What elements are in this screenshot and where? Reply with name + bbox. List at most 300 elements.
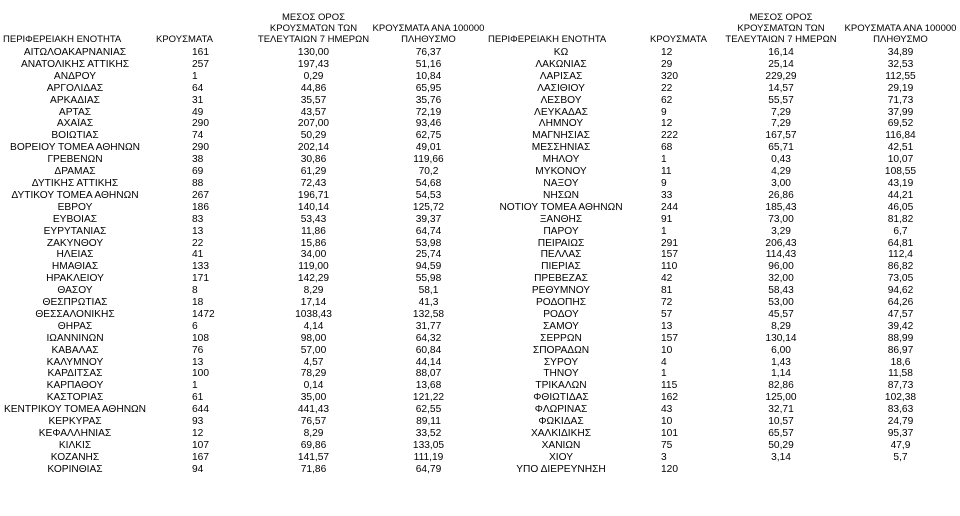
region-name-cell: ΡΟΔΟΠΗΣ <box>535 297 587 309</box>
avg7-cell: 78,29 <box>300 368 327 380</box>
avg7-cell: 35,00 <box>300 392 327 404</box>
table-row <box>0 333 486 345</box>
cases-cell: 290 <box>192 118 209 130</box>
per100k-cell: 44,14 <box>415 356 442 368</box>
per100k-cell: 62,55 <box>415 404 442 416</box>
table-row <box>486 107 960 119</box>
per100k-cell: 132,58 <box>412 308 445 320</box>
table-row <box>0 83 486 95</box>
region-name-cell: ΑΝΑΤΟΛΙΚΗΣ ΑΤΤΙΚΗΣ <box>20 58 130 70</box>
per100k-cell: 58,1 <box>418 285 439 297</box>
avg7-cell: 69,86 <box>300 439 327 451</box>
table-row <box>486 464 960 476</box>
region-name-cell: ΘΕΣΠΡΩΤΙΑΣ <box>42 297 108 309</box>
cases-cell: 644 <box>192 404 209 416</box>
table-row <box>0 404 486 416</box>
table-row <box>0 238 486 250</box>
cases-cell: 115 <box>661 380 678 392</box>
table-row <box>486 95 960 107</box>
region-name-cell: ΜΗΛΟΥ <box>542 154 580 166</box>
per100k-cell: 34,89 <box>887 47 914 58</box>
table-row <box>486 249 960 261</box>
region-name-cell: ΜΕΣΣΗΝΙΑΣ <box>531 142 591 154</box>
table-row <box>486 178 960 190</box>
table-row <box>0 380 486 392</box>
cases-cell: 57 <box>661 308 673 320</box>
avg7-cell: 197,43 <box>297 58 330 70</box>
avg7-cell: 1038,43 <box>295 308 332 320</box>
cases-cell: 93 <box>192 416 204 428</box>
table-row <box>0 440 486 452</box>
table-row <box>486 392 960 404</box>
region-name-cell: ΘΕΣΣΑΛΟΝΙΚΗΣ <box>35 308 115 320</box>
cases-cell: 290 <box>192 142 209 154</box>
region-name-cell: ΕΥΡΥΤΑΝΙΑΣ <box>43 225 107 237</box>
avg7-cell: 3,00 <box>771 177 791 189</box>
cases-cell: 244 <box>661 201 678 213</box>
region-name-cell: ΔΥΤΙΚΗΣ ΑΤΤΙΚΗΣ <box>31 177 119 189</box>
per100k-cell: 11,58 <box>888 368 913 380</box>
region-name-cell: ΚΕΝΤΡΙΚΟΥ ΤΟΜΕΑ ΑΘΗΝΩΝ <box>3 404 147 416</box>
per100k-cell: 111,19 <box>413 451 444 463</box>
avg7-cell: 50,29 <box>300 130 327 142</box>
per100k-cell: 13,68 <box>415 380 442 392</box>
table-row <box>486 345 960 357</box>
region-name-cell: ΠΡΕΒΕΖΑΣ <box>534 273 588 285</box>
per100k-cell: 86,82 <box>887 261 914 273</box>
per100k-cell: 72,19 <box>415 106 442 118</box>
avg7-cell: 6,00 <box>771 344 791 356</box>
per100k-cell: 64,74 <box>415 225 442 237</box>
cases-cell: 72 <box>661 297 673 309</box>
region-header: ΠΕΡΙΦΕΡΕΙΑΚΗ ΕΝΟΤΗΤΑ <box>3 34 122 45</box>
table-row <box>0 345 486 357</box>
region-name-cell: ΛΕΣΒΟΥ <box>540 94 582 106</box>
region-name-cell: ΧΙΟΥ <box>548 451 574 463</box>
avg7-cell: 167,57 <box>765 130 797 142</box>
avg7-cell: 17,14 <box>300 297 327 309</box>
table-row <box>0 107 486 119</box>
region-name-cell: ΚΟΖΑΝΗΣ <box>50 451 100 463</box>
per100k-cell: 119,66 <box>413 154 444 166</box>
region-name-cell: ΑΡΚΑΔΙΑΣ <box>50 94 100 106</box>
avg7-cell: 65,71 <box>768 142 794 154</box>
cases-table-left <box>0 0 486 476</box>
header-row <box>486 0 960 47</box>
avg7-cell: 16,14 <box>768 47 794 58</box>
cases-cell: 1 <box>661 225 667 237</box>
avg7-header: ΜΕΣΟΣ ΟΡΟΣ ΚΡΟΥΣΜΑΤΩΝ ΤΩΝ ΤΕΛΕΥΤΑΙΩΝ 7 ΗΜΕΡΩΝ <box>257 12 370 45</box>
region-name-cell: ΕΥΒΟΙΑΣ <box>52 213 98 225</box>
cases-cell: 9 <box>661 106 667 118</box>
per100k-cell: 86,97 <box>887 344 914 356</box>
per100k-cell: 5,7 <box>893 451 908 463</box>
region-name-cell: ΝΗΣΩΝ <box>543 189 579 201</box>
avg7-cell: 43,57 <box>300 106 327 118</box>
per100k-cell: 33,52 <box>415 428 442 439</box>
avg7-cell: 4,29 <box>771 166 791 178</box>
cases-cell: 10 <box>661 416 673 428</box>
avg7-cell: 130,14 <box>765 332 797 344</box>
header-row <box>0 0 486 47</box>
table-row <box>486 166 960 178</box>
per100k-cell: 83,63 <box>887 404 914 416</box>
per100k-cell: 125,72 <box>412 201 445 213</box>
avg7-cell: 141,57 <box>297 451 330 463</box>
cases-cell: 107 <box>192 439 209 451</box>
per100k-cell: 87,73 <box>887 380 914 392</box>
table-row <box>486 380 960 392</box>
cases-cell: 1 <box>192 70 198 82</box>
table-row <box>0 452 486 464</box>
region-name-cell: ΥΠΟ ΔΙΕΡΕΥΝΗΣΗ <box>516 463 606 475</box>
table-row <box>0 464 486 476</box>
cases-cell: 9 <box>661 177 667 189</box>
table-row <box>486 214 960 226</box>
per100k-cell: 53,98 <box>415 237 442 249</box>
table-row <box>486 321 960 333</box>
cases-cell: 1 <box>661 368 667 380</box>
cases-cell: 62 <box>661 94 673 106</box>
per100k-cell: 93,46 <box>415 118 442 130</box>
region-name-cell: ΗΜΑΘΙΑΣ <box>51 261 99 273</box>
region-name-cell: ΚΕΡΚΥΡΑΣ <box>48 416 102 428</box>
per100k-cell: 88,99 <box>887 332 914 344</box>
cases-cell: 18 <box>192 297 204 309</box>
region-name-cell: ΑΝΔΡΟΥ <box>53 70 97 82</box>
cases-cell: 162 <box>661 392 678 404</box>
cases-cell: 64 <box>192 82 204 94</box>
region-name-cell: ΛΕΥΚΑΔΑΣ <box>534 106 588 118</box>
table-row <box>0 249 486 261</box>
cases-cell: 12 <box>661 118 673 130</box>
per100k-cell: 47,9 <box>890 439 911 451</box>
cases-cell: 76 <box>192 344 204 356</box>
region-name-cell: ΠΕΙΡΑΙΩΣ <box>537 237 585 249</box>
table-row <box>0 130 486 142</box>
cases-cell: 33 <box>661 189 673 201</box>
table-row <box>0 357 486 369</box>
per100k-cell: 64,26 <box>887 297 914 309</box>
table-row <box>486 416 960 428</box>
cases-header: ΚΡΟΥΣΜΑΤΑ <box>156 34 213 45</box>
region-name-cell: ΚΑΡΠΑΘΟΥ <box>46 380 104 392</box>
per100k-cell: 6,7 <box>893 225 908 237</box>
region-name-cell: ΗΡΑΚΛΕΙΟΥ <box>46 273 104 285</box>
per100k-cell: 55,98 <box>415 273 442 285</box>
cases-cell: 22 <box>661 82 673 94</box>
per100k-cell: 76,37 <box>415 47 442 58</box>
region-name-cell: ΜΥΚΟΝΟΥ <box>535 166 587 178</box>
per100k-cell: 64,81 <box>887 237 914 249</box>
table-row <box>486 118 960 130</box>
table-row <box>0 285 486 297</box>
table-row <box>0 309 486 321</box>
table-row <box>486 428 960 440</box>
avg7-cell: 229,29 <box>765 70 797 82</box>
per100k-cell: 64,79 <box>415 463 442 475</box>
table-row <box>0 154 486 166</box>
per100k-header: ΚΡΟΥΣΜΑΤΑ ΑΝΑ 100000 ΠΛΗΘΥΣΜΟ <box>844 23 957 45</box>
table-row <box>486 47 960 59</box>
region-name-cell: ΔΥΤΙΚΟΥ ΤΟΜΕΑ ΑΘΗΝΩΝ <box>11 189 139 201</box>
table-row <box>486 190 960 202</box>
table-row <box>0 261 486 273</box>
cases-cell: 49 <box>192 106 204 118</box>
cases-header: ΚΡΟΥΣΜΑΤΑ <box>650 34 707 45</box>
avg7-cell: 14,57 <box>768 82 794 94</box>
cases-cell: 1 <box>661 154 667 166</box>
region-name-cell: ΝΟΤΙΟΥ ΤΟΜΕΑ ΑΘΗΝΩΝ <box>499 201 623 213</box>
table-row <box>0 273 486 285</box>
cases-cell: 157 <box>661 332 678 344</box>
cases-cell: 38 <box>192 154 204 166</box>
table-row <box>486 404 960 416</box>
region-name-cell: ΛΗΜΝΟΥ <box>538 118 584 130</box>
region-name-cell: ΑΡΤΑΣ <box>58 106 92 118</box>
per100k-cell: 102,38 <box>884 392 917 404</box>
cases-cell: 4 <box>661 356 667 368</box>
per100k-cell: 10,84 <box>415 70 442 82</box>
avg7-cell: 7,29 <box>771 118 791 130</box>
table-body-right <box>486 47 960 476</box>
avg7-cell: 8,29 <box>303 285 324 297</box>
cases-cell: 167 <box>192 451 209 463</box>
table-row <box>486 285 960 297</box>
per100k-cell <box>841 464 960 476</box>
table-row <box>486 273 960 285</box>
avg7-cell: 65,57 <box>768 428 794 439</box>
per100k-cell: 121,22 <box>412 392 445 404</box>
region-name-cell: ΡΟΔΟΥ <box>543 308 579 320</box>
region-name-cell: ΣΠΟΡΑΔΩΝ <box>532 344 590 356</box>
avg7-header: ΜΕΣΟΣ ΟΡΟΣ ΚΡΟΥΣΜΑΤΩΝ ΤΩΝ ΤΕΛΕΥΤΑΙΩΝ 7 ΗΜΕΡΩΝ <box>725 12 837 45</box>
cases-cell: 291 <box>661 237 678 249</box>
region-name-cell: ΚΑΣΤΟΡΙΑΣ <box>46 392 104 404</box>
avg7-cell: 140,14 <box>297 201 330 213</box>
region-header: ΠΕΡΙΦΕΡΕΙΑΚΗ ΕΝΟΤΗΤΑ <box>488 34 607 45</box>
region-name-cell: ΚΕΦΑΛΛΗΝΙΑΣ <box>38 428 112 439</box>
avg7-cell: 196,71 <box>297 189 330 201</box>
avg7-cell: 53,43 <box>300 213 327 225</box>
per100k-cell: 49,01 <box>415 142 442 154</box>
region-name-cell: ΦΩΚΙΔΑΣ <box>538 416 584 428</box>
per100k-cell: 18,6 <box>890 356 911 368</box>
table-row <box>486 226 960 238</box>
cases-cell: 3 <box>661 451 667 463</box>
per100k-cell: 54,53 <box>415 189 442 201</box>
avg7-cell: 3,29 <box>771 225 791 237</box>
avg7-cell: 1,14 <box>771 368 791 380</box>
avg7-cell: 185,43 <box>765 201 797 213</box>
region-name-cell: ΒΟΡΕΙΟΥ ΤΟΜΕΑ ΑΘΗΝΩΝ <box>10 142 140 154</box>
per100k-cell: 65,95 <box>415 82 442 94</box>
region-name-cell: ΜΑΓΝΗΣΙΑΣ <box>532 130 590 142</box>
avg7-cell: 55,57 <box>768 94 794 106</box>
region-name-cell: ΑΧΑΪΑΣ <box>56 118 94 130</box>
cases-cell: 74 <box>192 130 204 142</box>
cases-cell: 267 <box>192 189 209 201</box>
avg7-cell: 0,29 <box>303 70 324 82</box>
table-row <box>0 226 486 238</box>
per100k-cell: 41,3 <box>418 297 439 309</box>
per100k-cell: 44,21 <box>887 189 914 201</box>
table-row <box>0 178 486 190</box>
per100k-cell: 43,19 <box>887 177 914 189</box>
region-name-cell: ΧΑΛΚΙΔΙΚΗΣ <box>530 428 592 439</box>
table-row <box>486 297 960 309</box>
region-name-cell: ΠΕΛΛΑΣ <box>540 249 582 261</box>
cases-cell: 101 <box>661 428 678 439</box>
per100k-cell: 35,76 <box>415 94 442 106</box>
table-row <box>0 59 486 71</box>
cases-cell: 171 <box>192 273 209 285</box>
table-row <box>0 202 486 214</box>
cases-cell: 94 <box>192 463 204 475</box>
region-name-cell: ΙΩΑΝΝΙΝΩΝ <box>46 332 104 344</box>
avg7-cell: 3,14 <box>771 451 791 463</box>
avg7-cell: 130,00 <box>297 47 330 58</box>
cases-cell: 8 <box>192 285 198 297</box>
avg7-cell: 15,86 <box>300 237 327 249</box>
region-name-cell: ΑΙΤΩΛΟΑΚΑΡΝΑΝΙΑΣ <box>23 47 127 58</box>
cases-cell: 83 <box>192 213 204 225</box>
region-name-cell: ΦΘΙΩΤΙΔΑΣ <box>533 392 589 404</box>
cases-cell: 161 <box>192 47 209 58</box>
avg7-cell: 82,86 <box>768 380 794 392</box>
avg7-cell: 25,14 <box>768 58 794 70</box>
cases-cell: 6 <box>192 320 198 332</box>
avg7-cell: 32,71 <box>768 404 794 416</box>
region-name-cell: ΠΙΕΡΙΑΣ <box>541 261 581 273</box>
avg7-cell: 44,86 <box>300 82 327 94</box>
cases-cell: 13 <box>192 225 204 237</box>
table-row <box>0 297 486 309</box>
cases-cell: 1472 <box>192 308 215 320</box>
table-row <box>0 392 486 404</box>
per100k-cell: 70,2 <box>418 166 439 178</box>
avg7-cell: 35,57 <box>300 94 327 106</box>
avg7-cell: 32,00 <box>768 273 794 285</box>
table-row <box>0 118 486 130</box>
per100k-cell: 46,05 <box>887 201 914 213</box>
per100k-cell: 31,77 <box>415 320 442 332</box>
cases-cell: 110 <box>661 261 678 273</box>
avg7-cell: 11,86 <box>301 225 326 237</box>
cases-cell: 157 <box>661 249 678 261</box>
cases-cell: 100 <box>192 368 209 380</box>
per100k-cell: 51,16 <box>415 58 442 70</box>
region-name-cell: ΚΑΡΔΙΤΣΑΣ <box>47 368 103 380</box>
per100k-cell: 37,99 <box>887 106 914 118</box>
table-row <box>0 214 486 226</box>
avg7-cell: 4,14 <box>303 320 324 332</box>
per100k-cell: 42,51 <box>887 142 914 154</box>
cases-cell: 41 <box>192 249 204 261</box>
per100k-header: ΚΡΟΥΣΜΑΤΑ ΑΝΑ 100000 ΠΛΗΘΥΣΜΟ <box>372 23 485 45</box>
avg7-cell: 26,86 <box>768 189 794 201</box>
per100k-cell: 108,55 <box>884 166 917 178</box>
avg7-cell: 53,00 <box>768 297 794 309</box>
avg7-cell: 71,86 <box>300 463 327 475</box>
region-name-cell: ΤΗΝΟΥ <box>543 368 579 380</box>
table-row <box>0 321 486 333</box>
per100k-cell: 89,11 <box>416 416 441 428</box>
cases-cell: 75 <box>661 439 673 451</box>
avg7-cell: 207,00 <box>297 118 330 130</box>
per100k-cell: 133,05 <box>412 439 445 451</box>
region-name-cell: ΗΛΕΙΑΣ <box>56 249 94 261</box>
per100k-cell: 73,05 <box>887 273 914 285</box>
region-name-cell: ΘΑΣΟΥ <box>57 285 93 297</box>
per100k-cell: 94,62 <box>887 285 914 297</box>
cases-cell: 12 <box>661 47 673 58</box>
region-name-cell: ΚΑΒΑΛΑΣ <box>51 344 99 356</box>
per100k-cell: 112,4 <box>888 249 913 261</box>
cases-cell: 186 <box>192 201 209 213</box>
avg7-cell: 61,29 <box>300 166 327 178</box>
per100k-cell: 39,42 <box>887 320 914 332</box>
table-row <box>486 333 960 345</box>
region-name-cell: ΤΡΙΚΑΛΩΝ <box>535 380 587 392</box>
region-name-cell: ΚΩ <box>553 47 569 58</box>
avg7-cell: 58,43 <box>768 285 794 297</box>
region-name-cell: ΘΗΡΑΣ <box>57 320 93 332</box>
region-name-cell: ΛΑΡΙΣΑΣ <box>539 70 583 82</box>
avg7-cell: 125,00 <box>765 392 797 404</box>
avg7-cell: 34,00 <box>300 249 327 261</box>
table-row <box>486 71 960 83</box>
table-row <box>486 142 960 154</box>
avg7-cell: 76,57 <box>300 416 327 428</box>
cases-table-right <box>486 0 960 476</box>
table-row <box>486 154 960 166</box>
avg7-cell: 57,00 <box>300 344 327 356</box>
per100k-cell: 39,37 <box>415 213 442 225</box>
cases-cell: 12 <box>192 428 204 439</box>
avg7-cell: 119,00 <box>298 261 329 273</box>
per100k-cell: 25,74 <box>415 249 442 261</box>
cases-cell: 61 <box>192 392 204 404</box>
cases-cell: 320 <box>661 70 678 82</box>
cases-cell: 88 <box>192 177 204 189</box>
per100k-cell: 69,52 <box>887 118 914 130</box>
table-row <box>486 261 960 273</box>
table-row <box>0 428 486 440</box>
cases-cell: 13 <box>661 320 673 332</box>
table-row <box>486 440 960 452</box>
avg7-cell: 0,43 <box>771 154 791 166</box>
avg7-cell: 142,29 <box>297 273 330 285</box>
region-name-cell: ΣΥΡΟΥ <box>543 356 579 368</box>
table-row <box>0 95 486 107</box>
per100k-cell: 29,19 <box>887 82 914 94</box>
avg7-cell: 114,43 <box>765 249 797 261</box>
avg7-cell: 8,29 <box>303 428 324 439</box>
region-name-cell: ΡΕΘΥΜΝΟΥ <box>531 285 591 297</box>
region-name-cell: ΓΡΕΒΕΝΩΝ <box>47 154 103 166</box>
cases-cell: 10 <box>661 344 673 356</box>
avg7-cell <box>721 464 841 476</box>
cases-cell: 31 <box>192 94 204 106</box>
table-row <box>486 238 960 250</box>
avg7-cell: 72,43 <box>300 177 327 189</box>
cases-cell: 11 <box>661 166 672 178</box>
cases-cell: 120 <box>661 463 678 475</box>
avg7-cell: 202,14 <box>297 142 330 154</box>
avg7-cell: 73,00 <box>768 213 794 225</box>
per100k-cell: 112,55 <box>885 70 916 82</box>
